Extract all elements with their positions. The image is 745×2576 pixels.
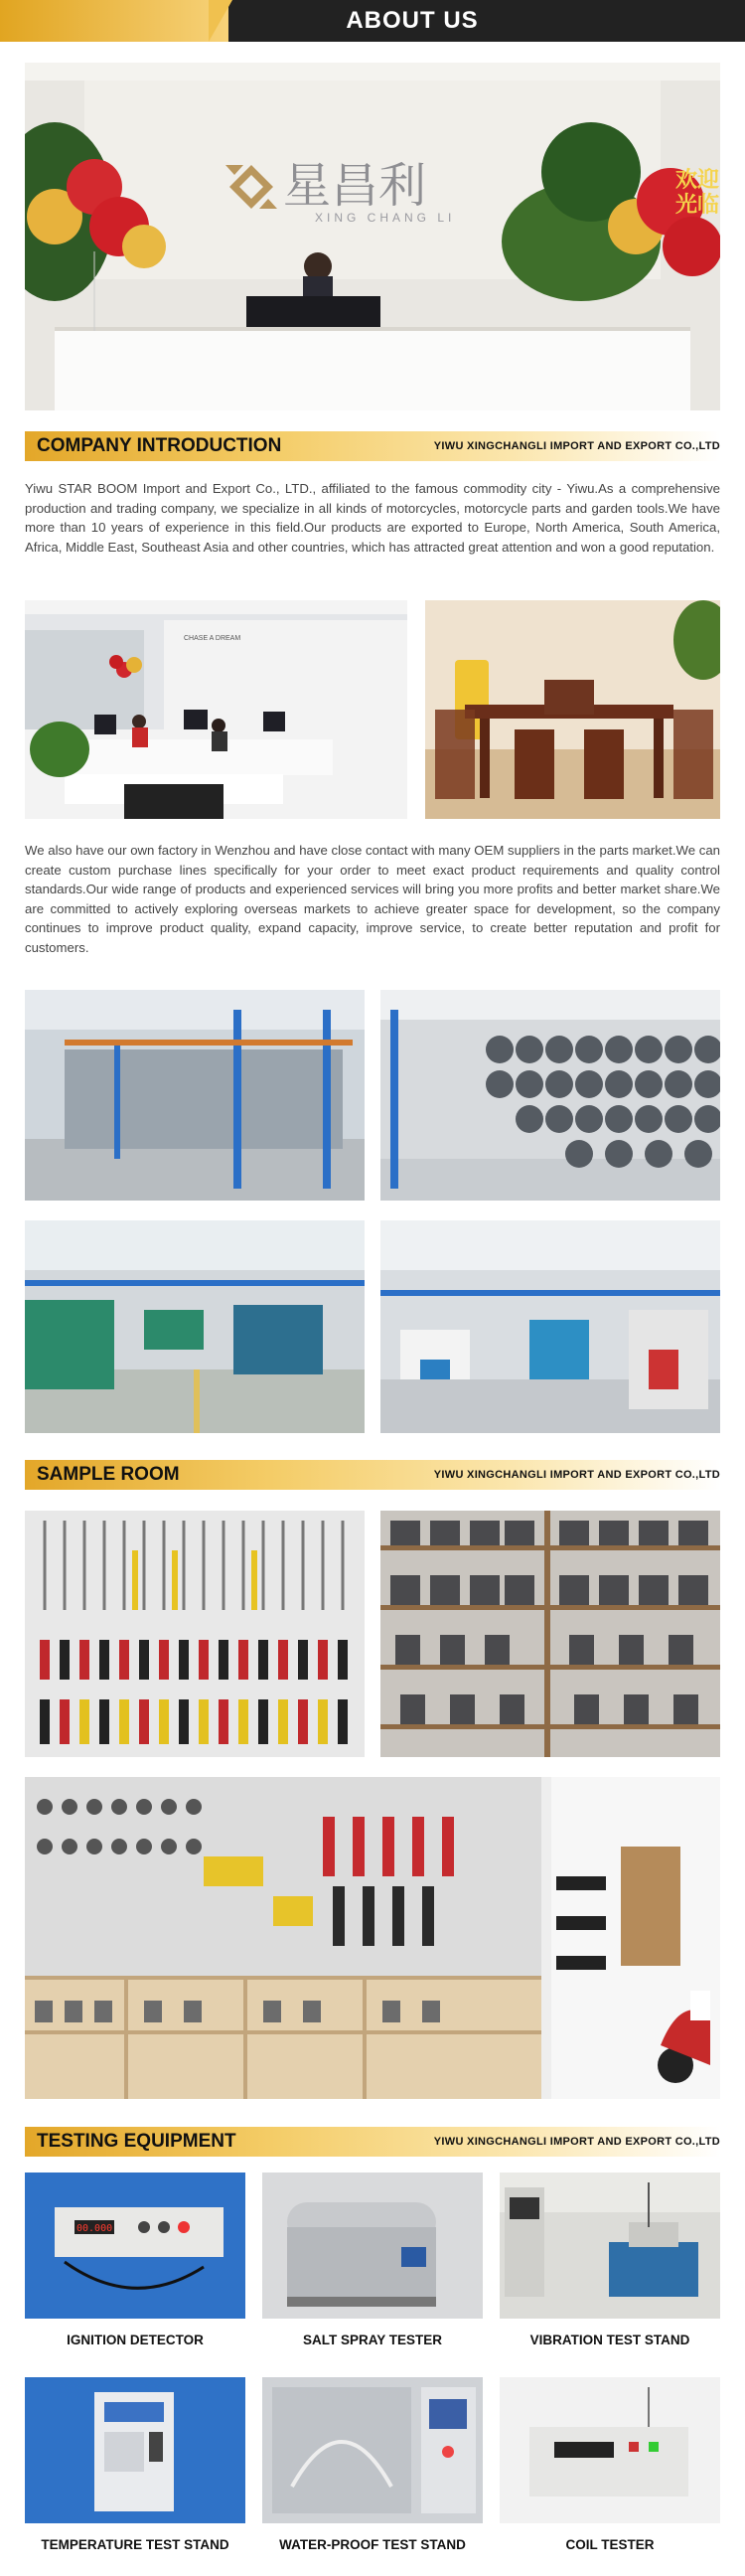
reception-logo-cn: 星昌利 xyxy=(283,158,427,214)
equipment-label-salt-spray: SALT SPRAY TESTER xyxy=(302,2333,443,2347)
tea-room-photo xyxy=(425,600,720,819)
shock-absorbers-photo xyxy=(25,1511,365,1757)
section-company-name: YIWU XINGCHANGLI IMPORT AND EXPORT CO.,LTD xyxy=(433,2136,720,2148)
section-company-name: YIWU XINGCHANGLI IMPORT AND EXPORT CO.,LTD xyxy=(433,1469,720,1481)
section-company-name: YIWU XINGCHANGLI IMPORT AND EXPORT CO.,LTD xyxy=(433,440,720,452)
equipment-label-temperature: TEMPERATURE TEST STAND xyxy=(41,2537,229,2552)
reception-photo xyxy=(25,63,720,410)
equipment-label-ignition: IGNITION DETECTOR xyxy=(67,2333,204,2347)
equipment-label-coil: COIL TESTER xyxy=(565,2537,655,2552)
factory-photo-1 xyxy=(25,990,365,1201)
section-title: COMPANY INTRODUCTION xyxy=(37,435,282,456)
factory-paragraph: We also have our own factory in Wenzhou and have close contact with many OEM suppliers in the parts market.We can create custom purchase lines specifically for your order to meet exact product requirements and quality control standards.Our wide range of products and experienced services will bring you more profits and better market share.We are committed to actively exploring overseas markets to achieve greater space for development, so the company continues to improve product quality, expand capacity, improve service, to create better reputation and profit for customers. xyxy=(25,843,720,955)
salt-spray-tester-photo xyxy=(262,2173,483,2319)
ignition-display: 00.000 xyxy=(76,2223,113,2234)
reception-balloon-text-2: 光临 xyxy=(675,193,720,218)
temperature-test-stand-photo xyxy=(25,2377,245,2523)
section-header-testing xyxy=(25,2127,720,2157)
water-proof-test-stand-photo xyxy=(262,2377,483,2523)
equipment-label-water-proof: WATER-PROOF TEST STAND xyxy=(279,2537,466,2552)
header-gold-accent xyxy=(0,0,228,42)
factory-photo-3 xyxy=(25,1220,365,1433)
office-wall-slogan: CHASE A DREAM xyxy=(184,635,241,642)
page-title: ABOUT US xyxy=(346,7,479,34)
factory-photo-4 xyxy=(380,1220,720,1433)
section-title: TESTING EQUIPMENT xyxy=(37,2131,236,2152)
section-title: SAMPLE ROOM xyxy=(37,1464,180,1485)
showroom-wall-photo xyxy=(25,1777,720,2099)
company-intro-paragraph: Yiwu STAR BOOM Import and Export Co., LTD., affiliated to the famous commodity city - Yiwu.As a comprehensive production and trading company, we specialize in all kinds of motorcycles, motorcycle parts and garden tools.We have more than 10 years of experience in this field.Our products are exported to Europe, North America, South America, Africa, Middle East, Southeast Asia and other countries, which has attracted great attention and won a good reputation. xyxy=(25,481,720,555)
engine-parts-shelf-photo xyxy=(380,1511,720,1757)
vibration-test-stand-photo xyxy=(500,2173,720,2319)
reception-logo-en: XING CHANG LI xyxy=(315,211,456,225)
section-header-company-intro xyxy=(25,431,720,461)
office-photo xyxy=(25,600,407,819)
section-header-sample-room xyxy=(25,1460,720,1490)
coil-tester-photo xyxy=(500,2377,720,2523)
equipment-label-vibration: VIBRATION TEST STAND xyxy=(529,2333,690,2347)
reception-balloon-text-1: 欢迎 xyxy=(675,168,720,193)
ignition-detector-photo xyxy=(25,2173,245,2319)
factory-photo-2 xyxy=(380,990,720,1201)
